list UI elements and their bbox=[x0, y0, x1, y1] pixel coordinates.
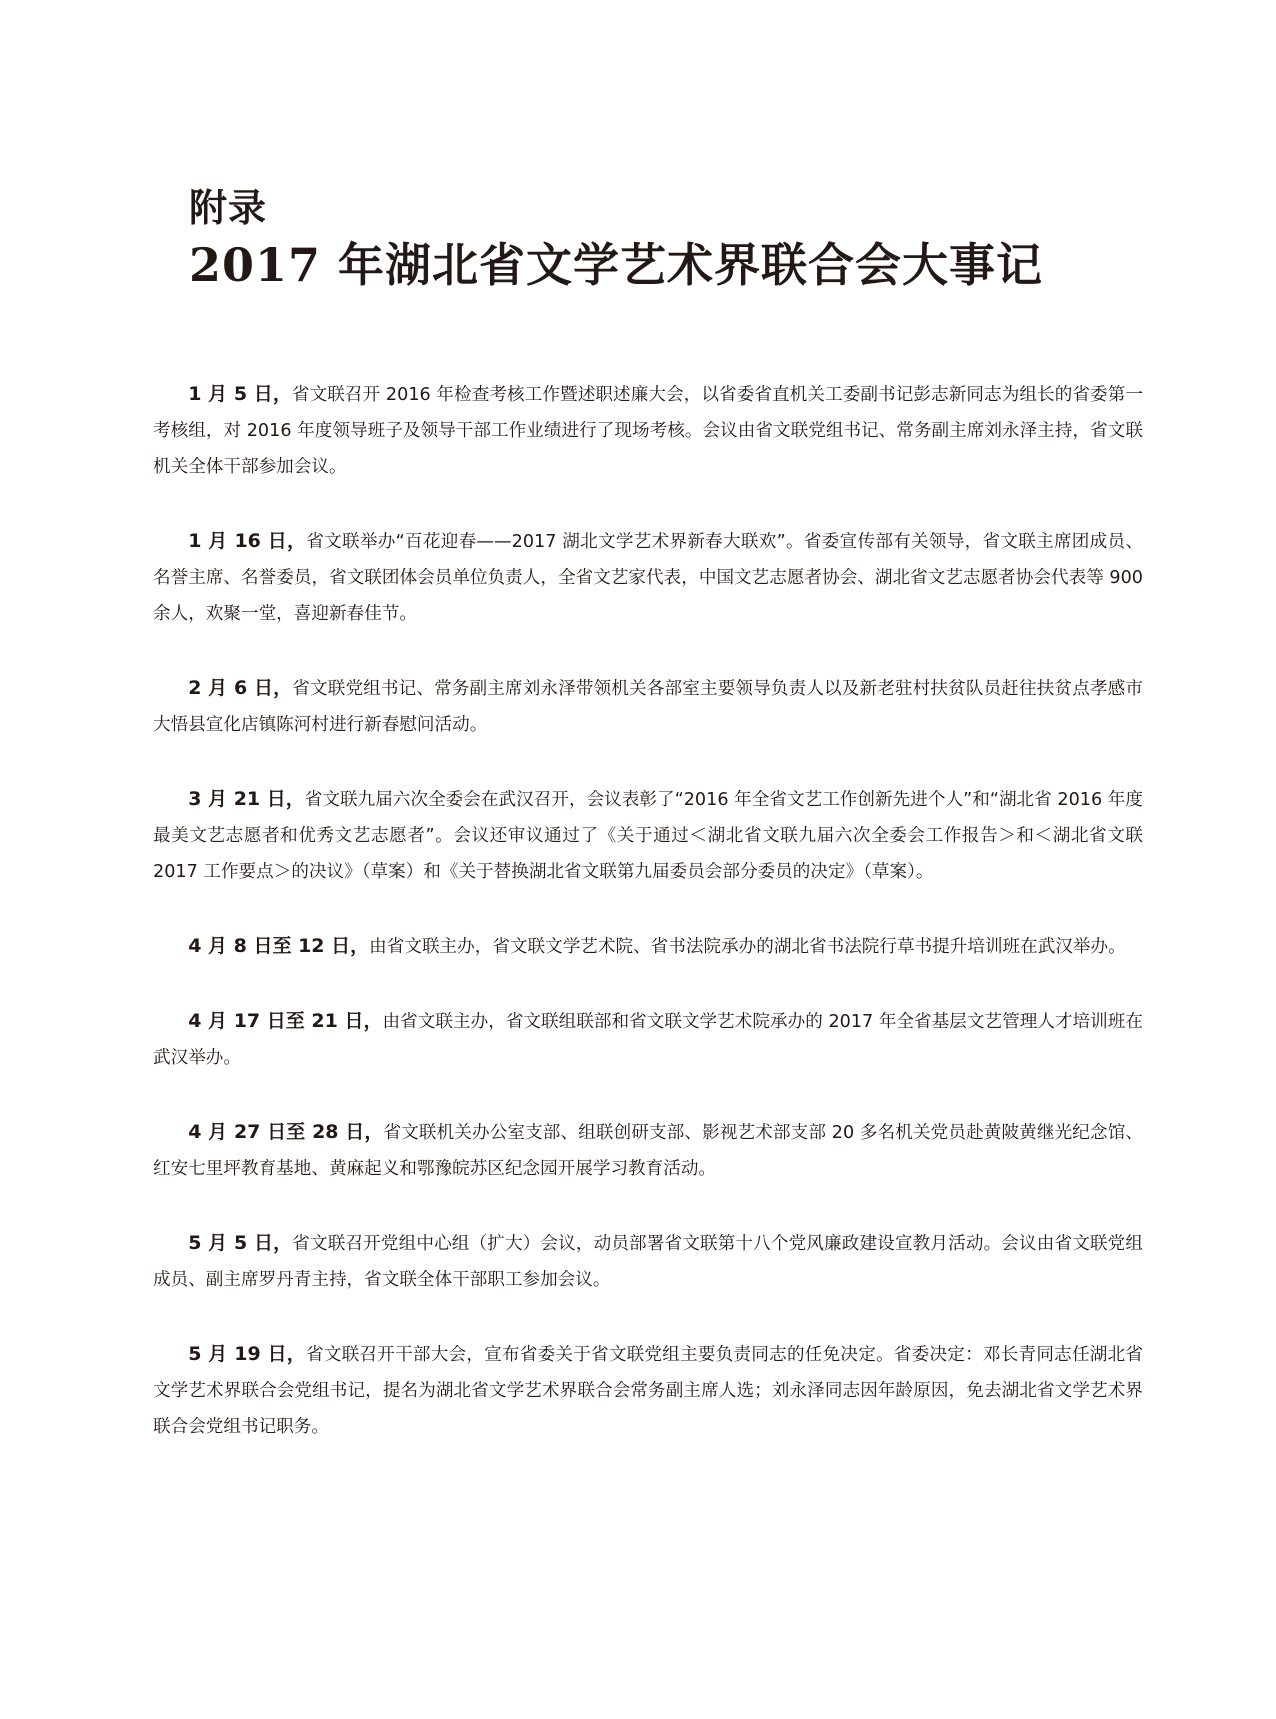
event-paragraph bbox=[153, 928, 1143, 965]
event-text: 省文联召开 2016 年检查考核工作暨述职述廉大会，以省委省直机关工委副书记彭志新同志为组长的省委第一考核组，对 2016 年度领导班子及领导干部工作业绩进行了现场考核。会议由省文联党组书记、常务副主席刘永泽主持，省文联机关全体干部参加会议。 bbox=[153, 385, 1143, 477]
event-date: 3 月 21 日， bbox=[188, 788, 305, 810]
event-date: 5 月 19 日， bbox=[188, 1343, 307, 1365]
event-date: 1 月 16 日， bbox=[188, 530, 307, 552]
appendix-label: 附录 bbox=[189, 186, 268, 230]
event-text: 省文联机关办公室支部、组联创研支部、影视艺术部支部 20 多名机关党员赴黄陂黄继光纪念馆、红安七里坪教育基地、黄麻起义和鄂豫皖苏区纪念园开展学习教育活动。 bbox=[153, 1123, 1143, 1179]
event-paragraph bbox=[153, 376, 1143, 485]
page-title: 2017 年湖北省文学艺术界联合会大事记 bbox=[189, 238, 1044, 292]
event-paragraph bbox=[153, 1225, 1143, 1298]
event-date: 4 月 8 日至 12 日， bbox=[188, 935, 370, 957]
event-text: 省文联举办“百花迎春——2017 湖北文学艺术界新春大联欢”。省委宣传部有关领导，省文联主席团成员、名誉主席、名誉委员，省文联团体会员单位负责人，全省文艺家代表，中国文艺志愿者协会、湖北省文艺志愿者协会代表等 900 余人，欢聚一堂，喜迎新春佳节。 bbox=[153, 532, 1143, 624]
event-text: 由省文联主办，省文联文学艺术院、省书法院承办的湖北省书法院行草书提升培训班在武汉举办。 bbox=[369, 937, 1126, 957]
event-text: 省文联党组书记、常务副主席刘永泽带领机关各部室主要领导负责人以及新老驻村扶贫队员赶往扶贫点孝感市大悟县宣化店镇陈河村进行新春慰问活动。 bbox=[153, 679, 1143, 735]
event-list bbox=[153, 376, 1143, 1483]
event-paragraph bbox=[153, 1336, 1143, 1445]
event-paragraph bbox=[153, 1114, 1143, 1187]
event-date: 2 月 6 日， bbox=[188, 677, 293, 699]
event-paragraph bbox=[153, 523, 1143, 632]
event-paragraph bbox=[153, 670, 1143, 743]
event-date: 5 月 5 日， bbox=[188, 1232, 293, 1254]
event-text: 省文联召开党组中心组（扩大）会议，动员部署省文联第十八个党风廉政建设宣教月活动。会议由省文联党组成员、副主席罗丹青主持，省文联全体干部职工参加会议。 bbox=[153, 1234, 1143, 1290]
event-text: 由省文联主办，省文联组联部和省文联文学艺术院承办的 2017 年全省基层文艺管理人才培训班在武汉举办。 bbox=[153, 1012, 1143, 1068]
event-date: 4 月 27 日至 28 日， bbox=[188, 1121, 384, 1143]
event-date: 4 月 17 日至 21 日， bbox=[188, 1010, 383, 1032]
event-date: 1 月 5 日， bbox=[188, 383, 292, 405]
event-paragraph bbox=[153, 1003, 1143, 1076]
event-paragraph bbox=[153, 781, 1143, 890]
event-text: 省文联召开干部大会，宣布省委关于省文联党组主要负责同志的任免决定。省委决定：邓长青同志任湖北省文学艺术界联合会党组书记，提名为湖北省文学艺术界联合会常务副主席人选；刘永泽同志因年龄原因，免去湖北省文学艺术界联合会党组书记职务。 bbox=[153, 1345, 1143, 1437]
event-text: 省文联九届六次全委会在武汉召开，会议表彰了“2016 年全省文艺工作创新先进个人”和“湖北省 2016 年度最美文艺志愿者和优秀文艺志愿者”。会议还审议通过了《关于通过＜湖北省文联九届六次全委会工作报告＞和＜湖北省文联 2017 工作要点＞的决议》（草案）和《关于替换湖北省文联第九届委员会部分委员的决定》（草案）。 bbox=[153, 790, 1143, 882]
